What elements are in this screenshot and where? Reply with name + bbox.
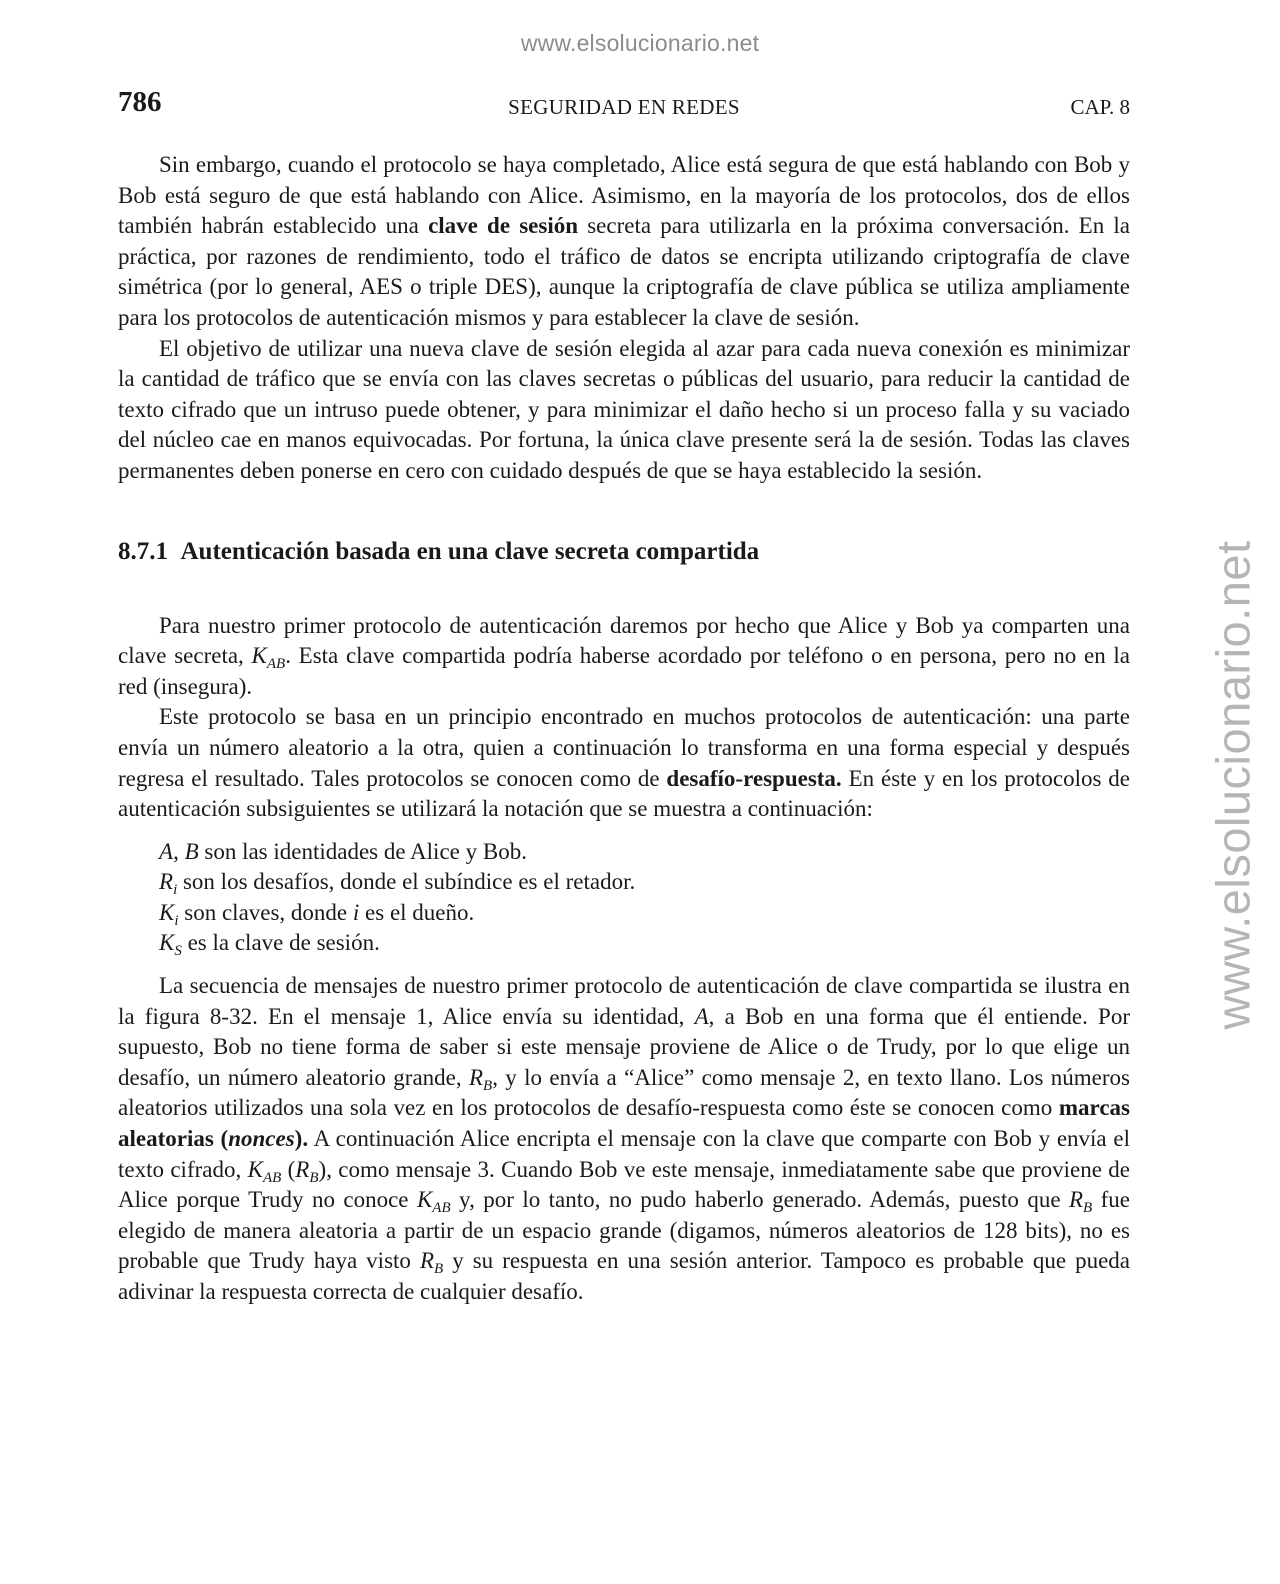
section-title: Autenticación basada en una clave secreta compartida [180,537,760,565]
section-heading [118,537,1130,567]
term-nonces: nonces [228,1126,295,1152]
running-title: SEGURIDAD EN REDES [508,95,740,119]
notation-item: $K_S$ es la clave de sesión. [159,930,380,960]
term-marcas-aleatorias: marcas aleatorias [118,1095,1130,1152]
paragraph-5: La secuencia de mensajes de nuestro primer protocolo de autenticación de clave compartida se ilustra en la figura 8-32. En el mensaje 1, Alice envía su identidad, A, a Bob en una forma que él entiende. Por supuesto, Bob no tiene forma de saber si este mensaje proviene de Alice o de Trudy, por lo que elige un desafío, un número aleatorio grande, $R_B$, y lo envía a “Alice” como mensaje 2, en texto llano. Los números aleatorios utilizados una sola vez en los protocolos de desafío-respuesta como éste se conocen como marcas aleatorias (nonces). A continuación Alice encripta el mensaje con la clave que comparte con Bob y envía el texto cifrado, $K_{AB}$ $(R_B)$, como mensaje 3. Cuando Bob ve este mensaje, inmediatamente sabe que proviene de Alice porque Trudy no conoce $K_{AB}$ y, por lo tanto, no pudo haberlo generado. Además, puesto que $R_B$ fue elegido de manera aleatoria a partir de un espacio grande (digamos, números aleatorios de 128 bits), no es probable que Trudy haya visto $R_B$ y su respuesta en una sesión anterior. Tampoco es probable que pueda adivinar la respuesta correcta de cualquier desafío. [118,973,1131,1304]
paragraph-4: Este protocolo se basa en un principio encontrado en muchos protocolos de autenticación: una parte envía un número aleatorio a la otra, quien a continuación lo transforma en una forma especial y después regresa el resultado. Tales protocolos se conocen como de desafío-respuesta. En éste y en los protocolos de autenticación subsiguientes se utilizará la notación que se muestra a continuación: [118,704,1130,822]
term-clave-de-sesion: clave de sesión [428,213,579,239]
paragraph-3: Para nuestro primer protocolo de autenticación daremos por hecho que Alice y Bob ya comparten una clave secreta, $K_{AB}$. Esta clave compartida podría haberse acordado por teléfono o en persona, pero no en la red (insegura). [118,612,1130,699]
watermark-side: www.elsolucionario.net [1206,540,1260,1030]
page-body [118,150,1130,1308]
page-number: 786 [118,86,162,118]
notation-item: A, B son las identidades de Alice y Bob. [159,838,527,864]
paragraph-2: El objetivo de utilizar una nueva clave de sesión elegida al azar para cada nueva conexión es minimizar la cantidad de tráfico que se envía con las claves secretas o públicas del usuario, para reducir la cantidad de texto cifrado que un intruso puede obtener, y para minimizar el daño hecho si un proceso falla y su vaciado del núcleo cae en manos equivocadas. Por fortuna, la única clave presente será la de sesión. Todas las claves permanentes deben ponerse en cero con cuidado después de que se haya establecido la sesión. [118,335,1130,483]
term-desafio-respuesta: desafío-respuesta. [666,765,842,791]
page-header [118,86,1130,126]
chapter-label: CAP. 8 [1070,95,1130,119]
watermark-top: www.elsolucionario.net [520,30,760,56]
paragraph-1: Sin embargo, cuando el protocolo se haya completado, Alice está segura de que está hablando con Bob y Bob está seguro de que está hablando con Alice. Asimismo, en la mayoría de los protocolos, dos de ellos también habrán establecido una clave de sesión secreta para utilizarla en la próxima conversación. En la práctica, por razones de rendimiento, todo el tráfico de datos se encripta utilizando criptografía de clave simétrica (por lo general, AES o triple DES), aunque la criptografía de clave pública se utiliza ampliamente para los protocolos de autenticación mismos y para establecer la clave de sesión. [118,152,1130,330]
notation-list [159,837,1130,959]
section-number: 8.7.1 [118,537,168,565]
notation-item: $K_i$ son claves, donde i es el dueño. [159,899,475,929]
notation-item: $R_i$ son los desafíos, donde el subíndice es el retador. [159,869,636,899]
